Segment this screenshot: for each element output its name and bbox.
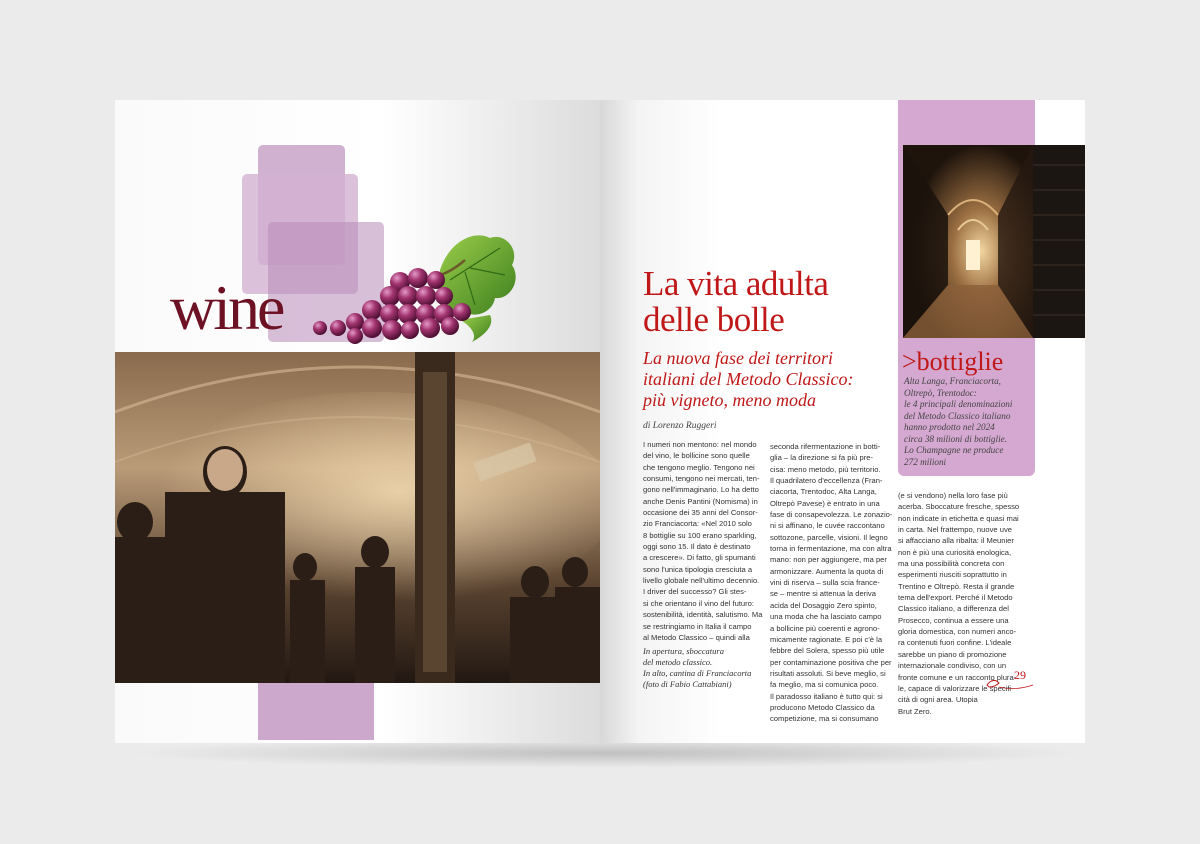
text-line: gloria domestica, con numeri anco-: [898, 627, 1017, 637]
text-line: esperimenti riusciti soprattutto in: [898, 570, 1007, 580]
bottle-rack-photo: [1033, 145, 1085, 338]
text-line: che tengono meglio. Tengono nei: [643, 462, 755, 472]
caption-line: In apertura, sboccatura: [643, 646, 724, 656]
text-line: sostenibilità, identità, salutismo. Ma: [643, 610, 763, 620]
text-column-1: [643, 439, 761, 643]
text-line: sottozone, parcelle, visioni. Il legno: [770, 532, 888, 542]
text-line: per contaminazione positiva che per: [770, 657, 892, 667]
text-line: se – mentre si attenua la deriva: [770, 589, 876, 599]
text-line: (e si vendono) nella loro fase più: [898, 491, 1008, 500]
article-subtitle: [643, 348, 893, 411]
text-line: I numeri non mentono: nel mondo: [643, 440, 757, 449]
text-line: mano: non per aggiungere, ma per: [770, 555, 887, 565]
text-line: fa meglio, ma si comunica poco.: [770, 680, 879, 690]
cellar-photo: [115, 352, 600, 683]
text-line: acerba. Sboccature fresche, spesso: [898, 502, 1020, 512]
text-line: glia – la direzione si fa più pre-: [770, 453, 873, 463]
sidebar-line: 272 milioni: [904, 456, 947, 467]
subtitle-line: italiani del Metodo Classico:: [643, 369, 854, 389]
headline-line: delle bolle: [643, 300, 785, 339]
text-line: le, capace di valorizzare le specifi-: [898, 683, 1014, 693]
text-line: Il quadrilatero d'eccellenza (Fran-: [770, 476, 883, 486]
text-line: competizione, ma si consumano: [770, 714, 879, 724]
text-line: in carta. Nel frattempo, nuove uve: [898, 525, 1012, 535]
text-line: acida del Dosaggio Zero spinto,: [770, 600, 877, 610]
text-line: I driver del successo? Gli stes-: [643, 587, 747, 597]
page-number: 29: [1014, 668, 1026, 682]
text-line: ra contenuti fuori confine. L'ideale: [898, 638, 1012, 648]
section-word: wine: [170, 272, 283, 343]
grapes-illustration: [300, 230, 520, 345]
text-line: torna in fermentazione, ma con altra: [770, 544, 892, 554]
text-line: producono Metodo Classico da: [770, 702, 875, 712]
text-line: Prosecco, continua a essere una: [898, 615, 1009, 625]
text-line: armonizzare. Aumenta la quota di: [770, 566, 884, 576]
text-line: Brut Zero.: [898, 706, 932, 716]
text-line: ciacorta, Trentodoc, Alta Langa,: [770, 487, 877, 497]
text-line: se restringiamo in Italia il campo: [643, 621, 752, 631]
text-line: Trentino e Oltrepò. Resta il grande: [898, 581, 1015, 591]
text-line: oggi sono 15. Il dato è destinato: [643, 542, 751, 552]
text-line: fronte comune e un racconto plura-: [898, 672, 1017, 682]
text-line: una moda che ha lasciato campo: [770, 612, 882, 622]
text-line: si che orientano il vino del futuro:: [643, 598, 755, 608]
text-line: consumi, tengono nei mercati, ten-: [643, 474, 760, 484]
text-line: a crescere». Di fatto, gli spumanti: [643, 553, 756, 563]
text-line: ni si affinano, le cuvée raccontano: [770, 521, 885, 531]
caption-line: (foto di Fabio Cattabiani): [643, 679, 732, 689]
subtitle-line: La nuova fase dei territori: [643, 348, 833, 368]
byline: di Lorenzo Ruggeri: [643, 421, 717, 431]
text-line: anche Denis Pantini (Nomisma) in: [643, 496, 758, 506]
text-line: sono l'unica tipologia cresciuta a: [643, 564, 753, 574]
sidebar-line: Oltrepò, Trentodoc:: [904, 387, 977, 398]
sidebar-line: circa 38 milioni di bottiglie.: [904, 433, 1008, 444]
text-line: micamente ragionate. E poi c'è la: [770, 634, 883, 644]
text-line: non indicate in etichetta e quasi mai: [898, 513, 1019, 523]
text-line: occasione dei 35 anni del Consor-: [643, 508, 758, 518]
text-line: Il paradosso italiano è tutto qui: si: [770, 691, 883, 701]
text-line: febbre del Solera, spesso più utile: [770, 646, 885, 656]
sidebar-line: le 4 principali denominazioni: [904, 399, 1013, 409]
caption-line: del metodo classico.: [643, 657, 713, 667]
text-line: 8 bottiglie su 100 erano sparkling,: [643, 530, 757, 540]
text-line: sarebbe un piano di promozione: [898, 649, 1007, 659]
text-line: Oltrepò Pavese) è entrato in una: [770, 498, 880, 508]
text-line: internazionale condiviso, con un: [898, 661, 1007, 671]
text-line: a bollicine più coerenti e agrono-: [770, 623, 880, 633]
text-line: zio Franciacorta: «Nel 2010 solo: [643, 519, 752, 529]
sidebar-line: hanno prodotto nel 2024: [904, 422, 995, 432]
bottle-cellar-photo: [903, 145, 1033, 338]
text-line: non è più una curiosità enologica,: [898, 547, 1012, 557]
sidebar-line: Lo Champagne ne produce: [904, 445, 1004, 455]
sidebar-title: >bottiglie: [902, 347, 1004, 376]
text-line: al Metodo Classico – quindi alla: [643, 632, 750, 642]
sidebar-line: del Metodo Classico italiano: [904, 410, 1011, 421]
text-line: del vino, le bollicine sono quelle: [643, 451, 750, 461]
article-headline: [643, 266, 893, 338]
page-ornament-icon: [985, 675, 1035, 691]
text-line: seconda rifermentazione in botti-: [770, 442, 881, 451]
headline-line: La vita adulta: [643, 264, 829, 303]
text-line: ma una possibilità concreta con: [898, 559, 1005, 569]
text-line: Classico italiano, a differenza del: [898, 604, 1009, 614]
text-line: vini di riserva – sulla scia france-: [770, 578, 880, 588]
text-line: si affacciano alla ribalta: il Meunier: [898, 536, 1014, 546]
subtitle-line: più vigneto, meno moda: [643, 390, 816, 410]
text-line: livello globale nell'ultimo decennio.: [643, 576, 760, 586]
photo-caption: [643, 646, 758, 690]
text-line: tema dell'export. Perché il Metodo: [898, 593, 1013, 603]
text-line: fase di consapevolezza. Le zonazio-: [770, 510, 893, 520]
caption-line: In alto, cantina di Franciacorta: [643, 668, 752, 678]
text-line: risultati assoluti. Si beve meglio, si: [770, 668, 886, 678]
text-line: gono nell'immaginario. Lo ha detto: [643, 485, 759, 495]
sidebar-line: Alta Langa, Franciacorta,: [904, 376, 1001, 386]
text-line: cità di ogni area. Utopia: [898, 695, 978, 705]
text-column-2: [770, 441, 893, 725]
text-line: cisa: meno metodo, più territorio.: [770, 464, 881, 474]
sidebar-text: [904, 376, 1032, 468]
